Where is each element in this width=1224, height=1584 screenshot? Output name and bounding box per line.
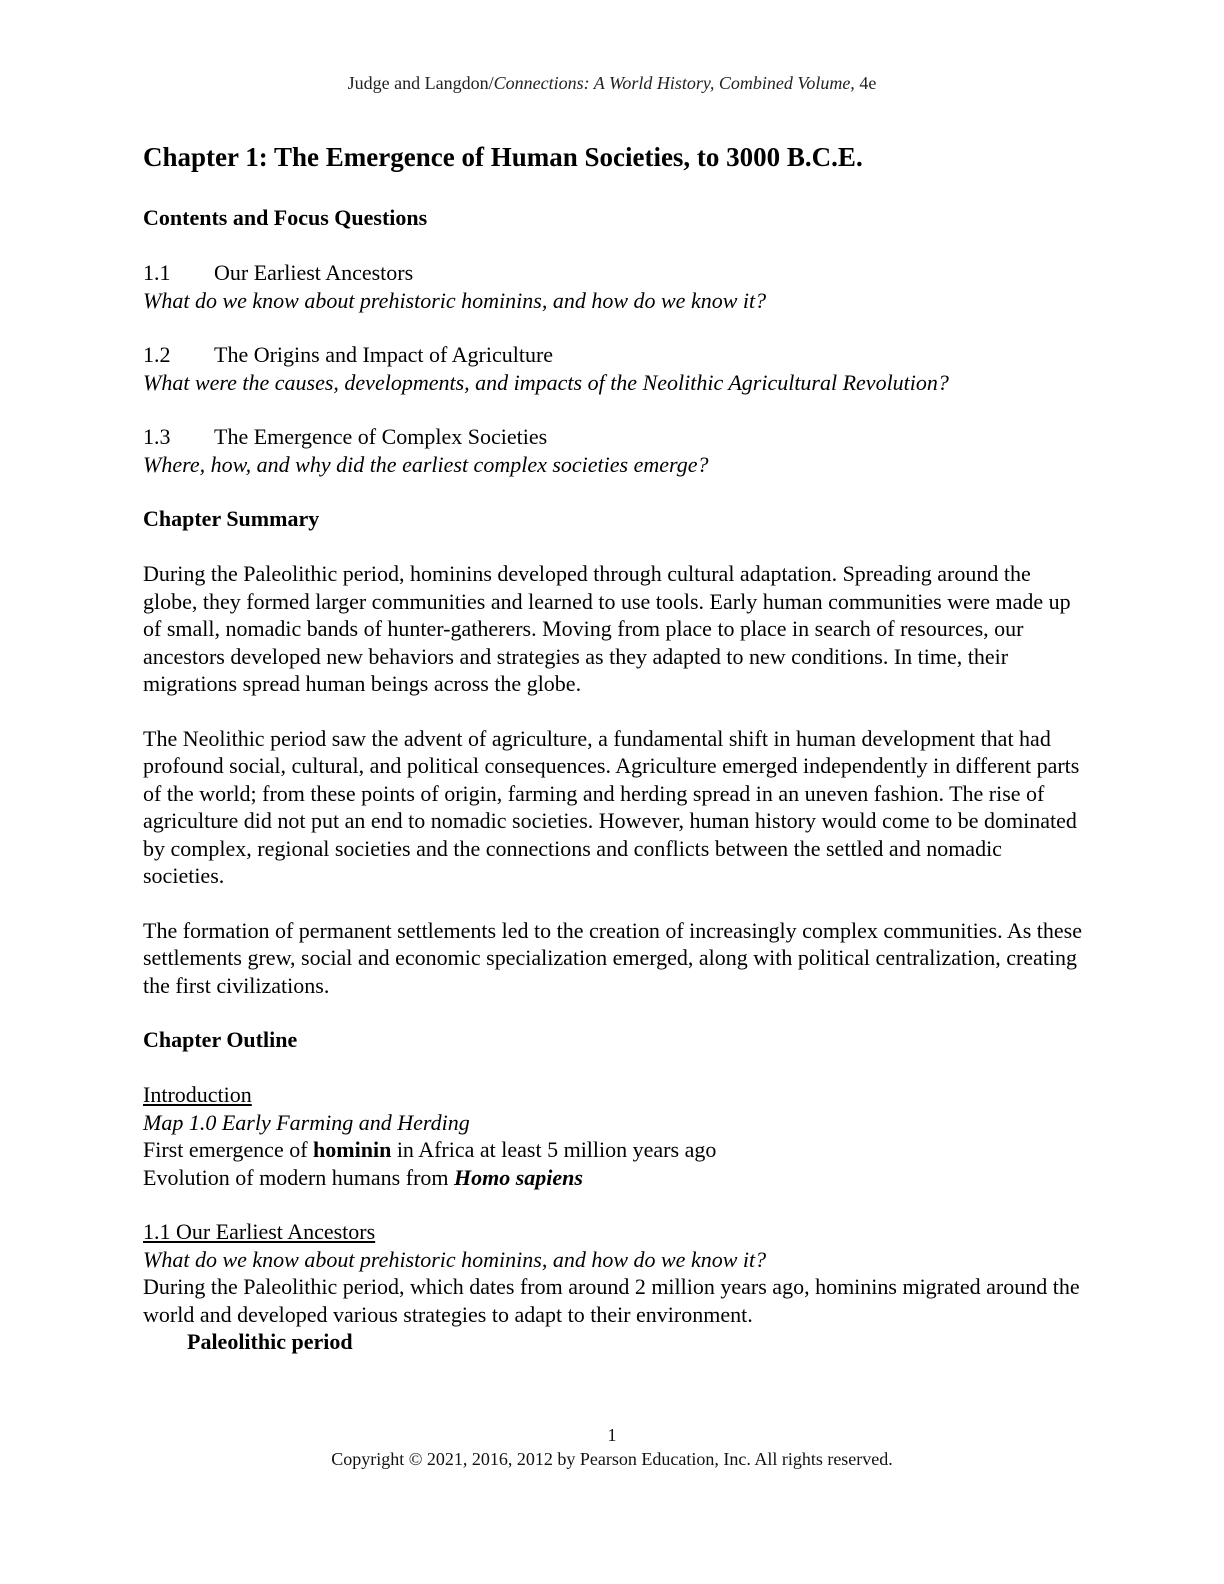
intro-line: Evolution of modern humans from Homo sapiens <box>143 1164 583 1190</box>
page-number: 1 <box>607 1425 617 1445</box>
summary-paragraph: The formation of permanent settlements led to the creation of increasingly complex communities. As these settlements grew, social and economic specialization emerged, along with political centralization, creating the first civilizations. <box>143 917 1083 998</box>
toc-title: The Emergence of Complex Societies <box>214 424 548 449</box>
term-hominin: hominin <box>313 1137 392 1162</box>
running-header <box>0 72 1224 94</box>
term-homo-sapiens: Homo sapiens <box>454 1164 583 1190</box>
toc-item <box>143 259 1088 314</box>
introduction-heading: Introduction <box>143 1082 252 1107</box>
outline-section-1-1 <box>143 1218 1088 1356</box>
outline-heading: Chapter Outline <box>143 1027 298 1052</box>
page-content <box>143 140 1088 1356</box>
toc-title: Our Earliest Ancestors <box>214 260 414 285</box>
section-subheading: Paleolithic period <box>187 1329 353 1354</box>
map-caption: Map 1.0 Early Farming and Herding <box>143 1109 470 1135</box>
toc-item <box>143 341 1088 396</box>
summary-paragraph: During the Paleolithic period, hominins developed through cultural adaptation. Spreading around the globe, they formed larger communities and learned to use tools. Early human communities were made up of small, nomadic bands of hunter-gatherers. Moving from place to place in search of resources, our ancestors developed new behaviors and strategies as they adapted to new conditions. In time, their migrations spread human beings across the globe. <box>143 561 1071 696</box>
chapter-title: Chapter 1: The Emergence of Human Societies, to 3000 B.C.E. <box>143 142 863 172</box>
toc-question: Where, how, and why did the earliest complex societies emerge? <box>143 451 709 477</box>
header-edition: 4e <box>854 73 877 93</box>
copyright-notice: Copyright © 2021, 2016, 2012 by Pearson Education, Inc. All rights reserved. <box>331 1449 893 1469</box>
contents-heading: Contents and Focus Questions <box>143 205 428 230</box>
intro-line: First emergence of hominin in Africa at least 5 million years ago <box>143 1137 717 1162</box>
outline-introduction <box>143 1081 1088 1191</box>
toc-item <box>143 423 1088 478</box>
toc-number: 1.3 <box>143 424 171 449</box>
toc-title: The Origins and Impact of Agriculture <box>214 342 554 367</box>
section-question: What do we know about prehistoric hominins, and how do we know it? <box>143 1246 767 1272</box>
header-book-title: Connections: A World History, Combined Volume, <box>493 73 855 93</box>
toc-question: What were the causes, developments, and impacts of the Neolithic Agricultural Revolution? <box>143 369 949 395</box>
toc-number: 1.1 <box>143 260 171 285</box>
toc-question: What do we know about prehistoric hominins, and how do we know it? <box>143 287 767 313</box>
section-heading: 1.1 Our Earliest Ancestors <box>143 1219 376 1244</box>
section-text: During the Paleolithic period, which dates from around 2 million years ago, hominins migrated around the world and developed various strategies to adapt to their environment. <box>143 1274 1080 1327</box>
summary-heading: Chapter Summary <box>143 506 320 531</box>
toc-number: 1.2 <box>143 342 171 367</box>
header-authors: Judge and Langdon/ <box>347 73 494 93</box>
summary-paragraph: The Neolithic period saw the advent of agriculture, a fundamental shift in human development that had profound social, cultural, and political consequences. Agriculture emerged independently in different parts of the world; from these points of origin, farming and herding spread in an uneven fashion. The rise of agriculture did not put an end to nomadic societies. However, human history would come to be dominated by complex, regional societies and the connections and conflicts between the settled and nomadic societies. <box>143 725 1080 888</box>
